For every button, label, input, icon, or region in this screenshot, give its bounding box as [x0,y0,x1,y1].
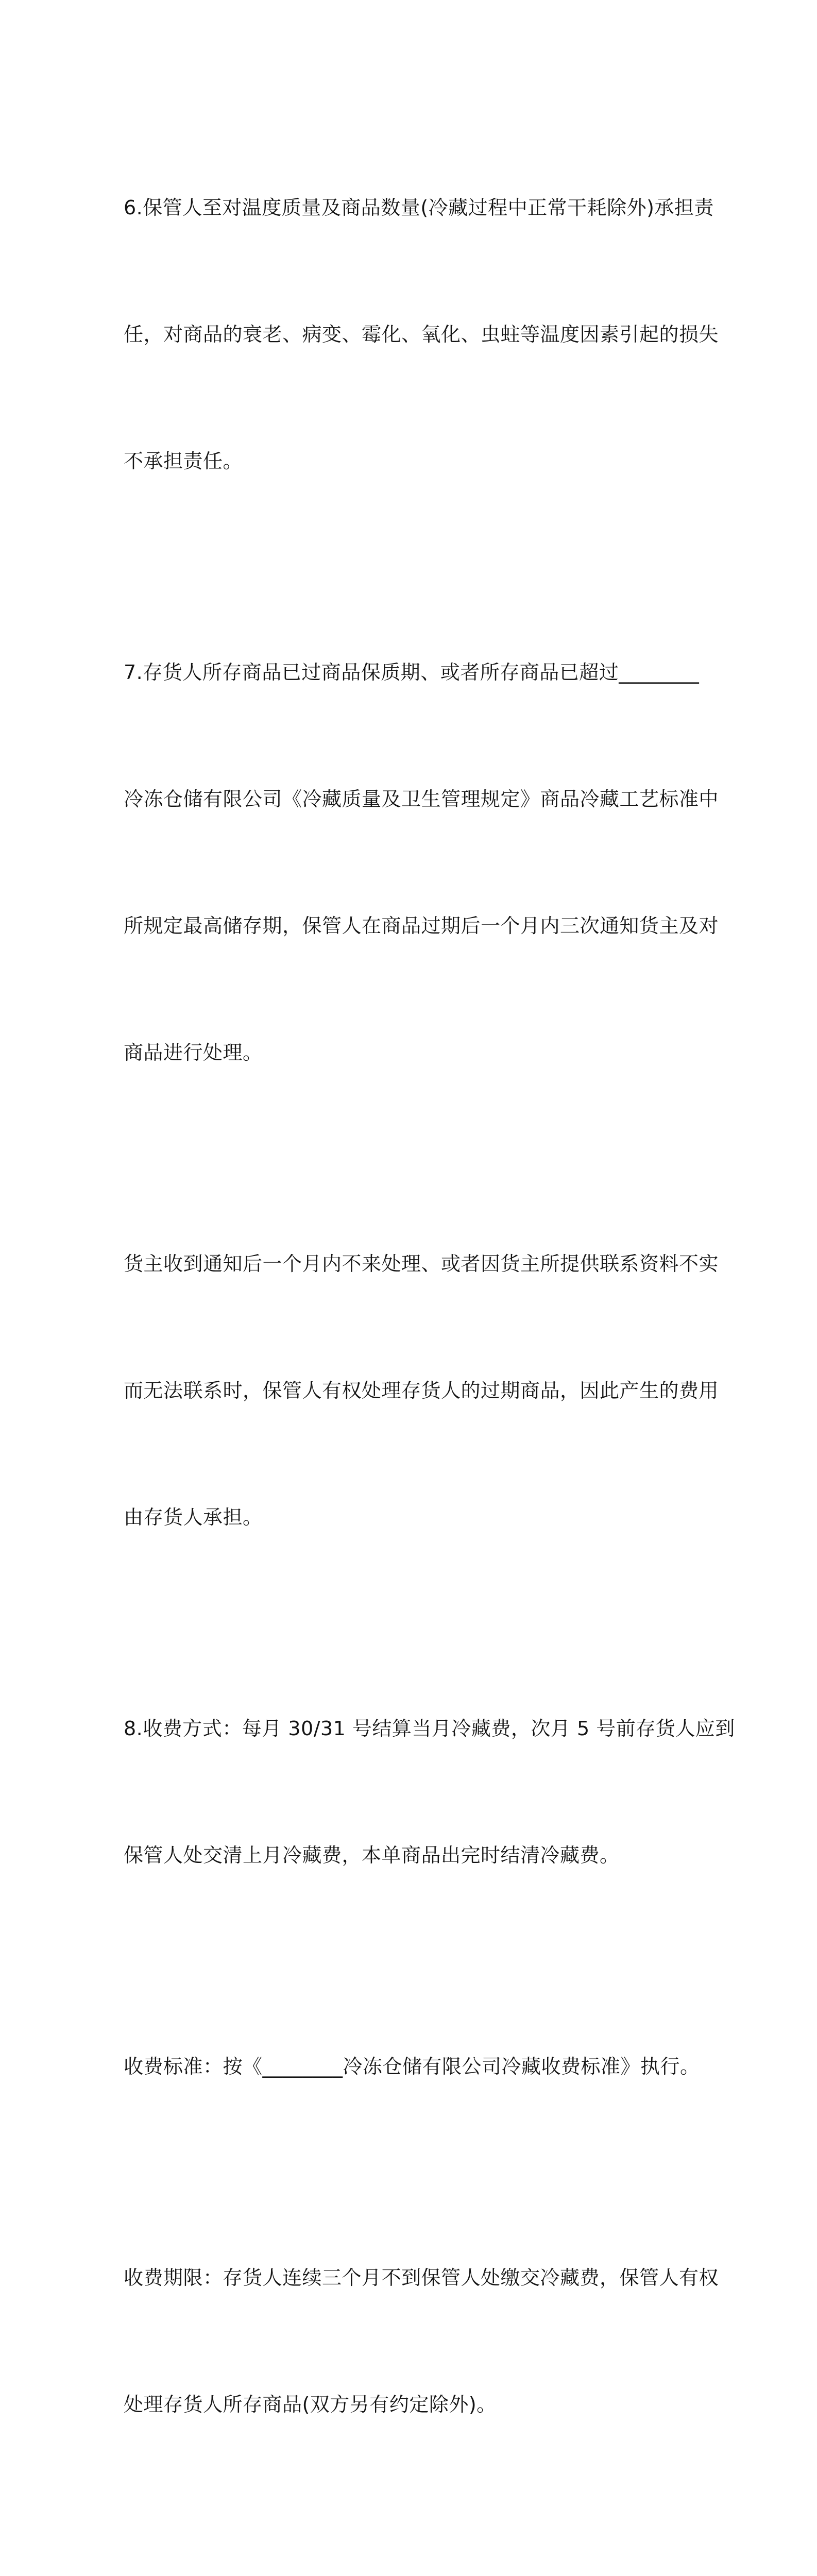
text-line: 商品进行处理。 [124,1041,263,1064]
fee-standard [124,1961,705,2172]
text-line: 所规定最高储存期，保管人在商品过期后一个月内三次通知货主及对 [124,914,719,937]
clause-8 [124,1623,735,1961]
text-line: 保管人处交清上月冷藏费，本单商品出完时结清冷藏费。 [124,1844,620,1867]
text-line: 不承担责任。 [124,450,243,472]
fee-deadline [124,2172,719,2510]
text-line: 8.收费方式：每月 30/31 号结算当月冷藏费，次月 5 号前存货人应到 [124,1717,735,1740]
document-body [124,102,735,2576]
text-line: 冷冻仓储有限公司《冷藏质量及卫生管理规定》商品冷藏工艺标准中 [124,788,719,810]
text-line: 7.存货人所存商品已过商品保质期、或者所存商品已超过________ [124,661,700,684]
text-line: 任，对商品的衰老、病变、霉化、氧化、虫蛀等温度因素引起的损失 [124,323,719,346]
text-line: 6.保管人至对温度质量及商品数量(冷藏过程中正常干耗除外)承担责 [124,196,714,219]
text-line: 收费标准：按《________冷冻仓储有限公司冷藏收费标准》执行。 [124,2055,700,2078]
text-line: 处理存货人所存商品(双方另有约定除外)。 [124,2393,497,2416]
clause-6 [124,102,719,567]
clause-7-notice [124,1158,719,1623]
text-line: 收费期限：存货人连续三个月不到保管人处缴交冷藏费，保管人有权 [124,2266,719,2289]
text-line: 货主收到通知后一个月内不来处理、或者因货主所提供联系资料不实 [124,1252,719,1275]
clause-7 [124,567,719,1158]
text-line: 由存货人承担。 [124,1506,263,1529]
text-line: 而无法联系时，保管人有权处理存货人的过期商品，因此产生的费用 [124,1379,719,1402]
clause-9 [124,2510,705,2576]
